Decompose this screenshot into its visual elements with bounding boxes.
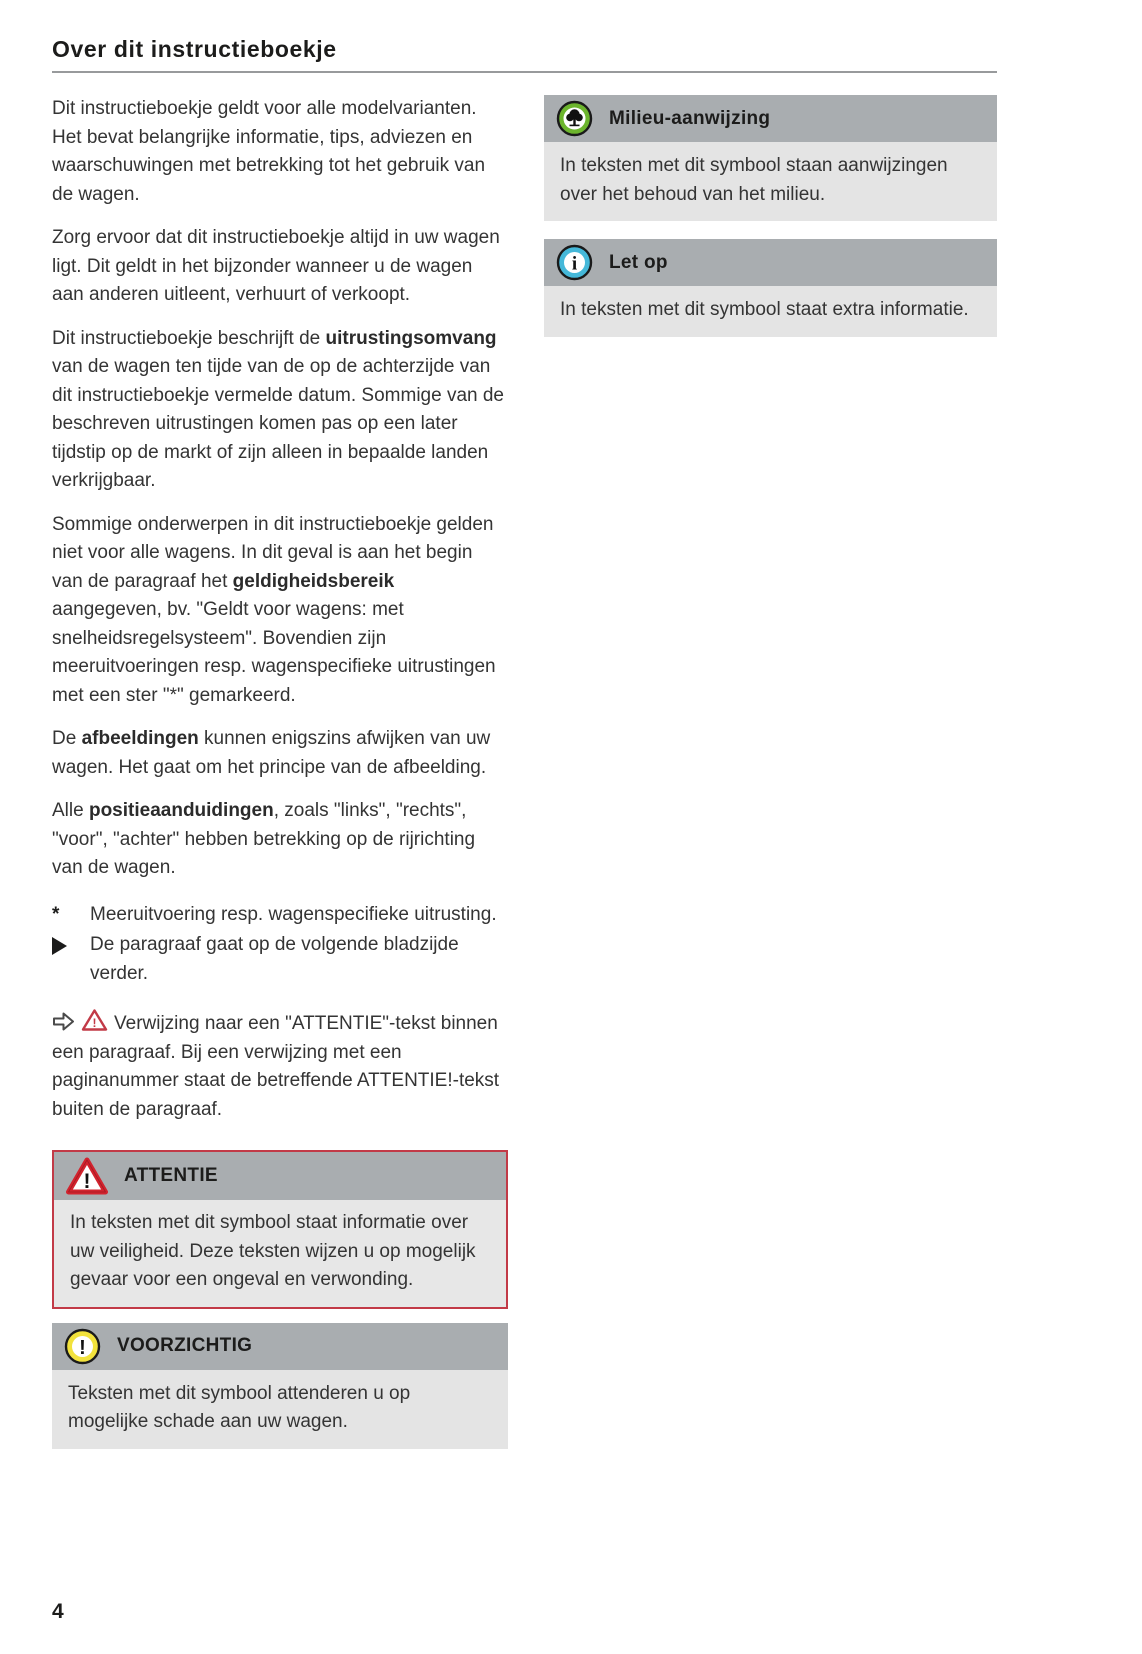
legend-item-text: Meeruitvoering resp. wagenspecifieke uitrusting. — [90, 903, 497, 925]
svg-text:!: ! — [79, 1336, 86, 1359]
symbol-legend — [52, 901, 508, 989]
page-title: Over dit instructieboekje — [52, 36, 997, 73]
paragraph-text: kunnen enigszins afwijken van uw wagen. Het gaat om het principe van de afbeelding. — [52, 728, 491, 778]
paragraph-model-variants — [52, 95, 508, 209]
svg-text:!: ! — [92, 1016, 97, 1030]
content-columns — [52, 95, 1090, 1449]
attention-box-header — [54, 1152, 506, 1200]
page-number: 4 — [52, 1600, 64, 1623]
environment-box — [544, 95, 997, 221]
paragraph-illustrations — [52, 725, 508, 782]
attention-warning-icon — [66, 1157, 108, 1195]
info-icon — [556, 244, 593, 281]
legend-item-text: De paragraaf gaat op de volgende bladzijde verder. — [90, 934, 459, 984]
note-box — [544, 239, 997, 337]
paragraph-position-indications — [52, 797, 508, 883]
bold-term: uitrustingsomvang — [325, 327, 497, 349]
svg-text:!: ! — [83, 1170, 91, 1193]
svg-text:i: i — [571, 253, 578, 275]
paragraph-keep-in-car — [52, 224, 508, 310]
play-triangle-icon — [52, 931, 90, 988]
legend-item-continuation — [52, 931, 508, 988]
caution-box-title: VOORZICHTIG — [117, 1335, 253, 1356]
attention-reference-note — [52, 1008, 508, 1124]
legend-item-asterisk — [52, 901, 508, 930]
note-box-title: Let op — [609, 251, 668, 273]
paragraph-equipment-scope — [52, 325, 508, 496]
environment-box-body: In teksten met dit symbool staan aanwijzingen over het behoud van het milieu. — [560, 155, 948, 205]
caution-box — [52, 1323, 508, 1449]
reference-note-text: Verwijzing naar een "ATTENTIE"-tekst binnen een paragraaf. Bij een verwijzing met een paginanummer staat de betreffende ATTENTIE!-tekst buiten de paragraaf. — [52, 1013, 500, 1120]
asterisk-marker: * — [52, 903, 60, 925]
attention-box-body: In teksten met dit symbool staat informatie over uw veiligheid. Deze teksten wijzen u op mogelijk gevaar voor een ongeval en verwonding. — [70, 1212, 476, 1290]
note-box-header — [544, 239, 997, 286]
paragraph-text: van de wagen ten tijde van de op de achterzijde van dit instructieboekje vermelde datum. Sommige van de beschreven uitrustingen komen pas op een later tijdstip op de markt of zijn alleen in bepaalde landen verkrijgbaar. — [52, 356, 505, 491]
paragraph-text: , zoals "links", "rechts", "voor", "achter" hebben betrekking op de rijrichting van de wagen. — [52, 800, 476, 878]
paragraph-text: Dit instructieboekje geldt voor alle modelvarianten. Het bevat belangrijke informatie, tips, adviezen en waarschuwingen met betrekking tot het gebruik van de wagen. — [52, 98, 486, 205]
paragraph-text: Zorg ervoor dat dit instructieboekje altijd in uw wagen ligt. Dit geldt in het bijzonder wanneer u de wagen aan anderen uitleent, verhuurt of verkoopt. — [52, 227, 500, 305]
environment-tree-icon — [556, 100, 593, 137]
right-column — [544, 95, 997, 1449]
paragraph-text: Alle — [52, 800, 89, 821]
environment-box-header — [544, 95, 997, 142]
warning-triangle-icon — [81, 1008, 108, 1032]
paragraph-text: Sommige onderwerpen in dit instructieboekje gelden niet voor alle wagens. In dit geval is aan het begin van de paragraaf het — [52, 513, 494, 592]
attention-box-title: ATTENTIE — [124, 1165, 218, 1186]
paragraph-text: Dit instructieboekje beschrijft de — [52, 327, 326, 349]
caution-exclamation-icon — [64, 1328, 101, 1365]
bold-term: afbeeldingen — [81, 728, 199, 749]
environment-box-title: Milieu-aanwijzing — [609, 107, 771, 129]
bold-term: geldigheidsbereik — [232, 570, 395, 592]
left-column — [52, 95, 508, 1449]
bold-term: positieaanduidingen — [88, 800, 274, 821]
paragraph-text: De — [52, 728, 82, 749]
reference-arrow-icon — [52, 1011, 75, 1032]
attention-box — [52, 1150, 508, 1309]
note-box-body: In teksten met dit symbool staat extra informatie. — [560, 299, 969, 320]
caution-box-header — [52, 1323, 508, 1370]
paragraph-validity-range — [52, 511, 508, 711]
paragraph-text: aangegeven, bv. "Geldt voor wagens: met snelheidsregelsysteem". Bovendien zijn meeruitvoeringen resp. wagenspecifieke uitrustingen met een ster "*" gemarkeerd. — [52, 599, 496, 706]
caution-box-body: Teksten met dit symbool attenderen u op mogelijke schade aan uw wagen. — [68, 1382, 411, 1432]
